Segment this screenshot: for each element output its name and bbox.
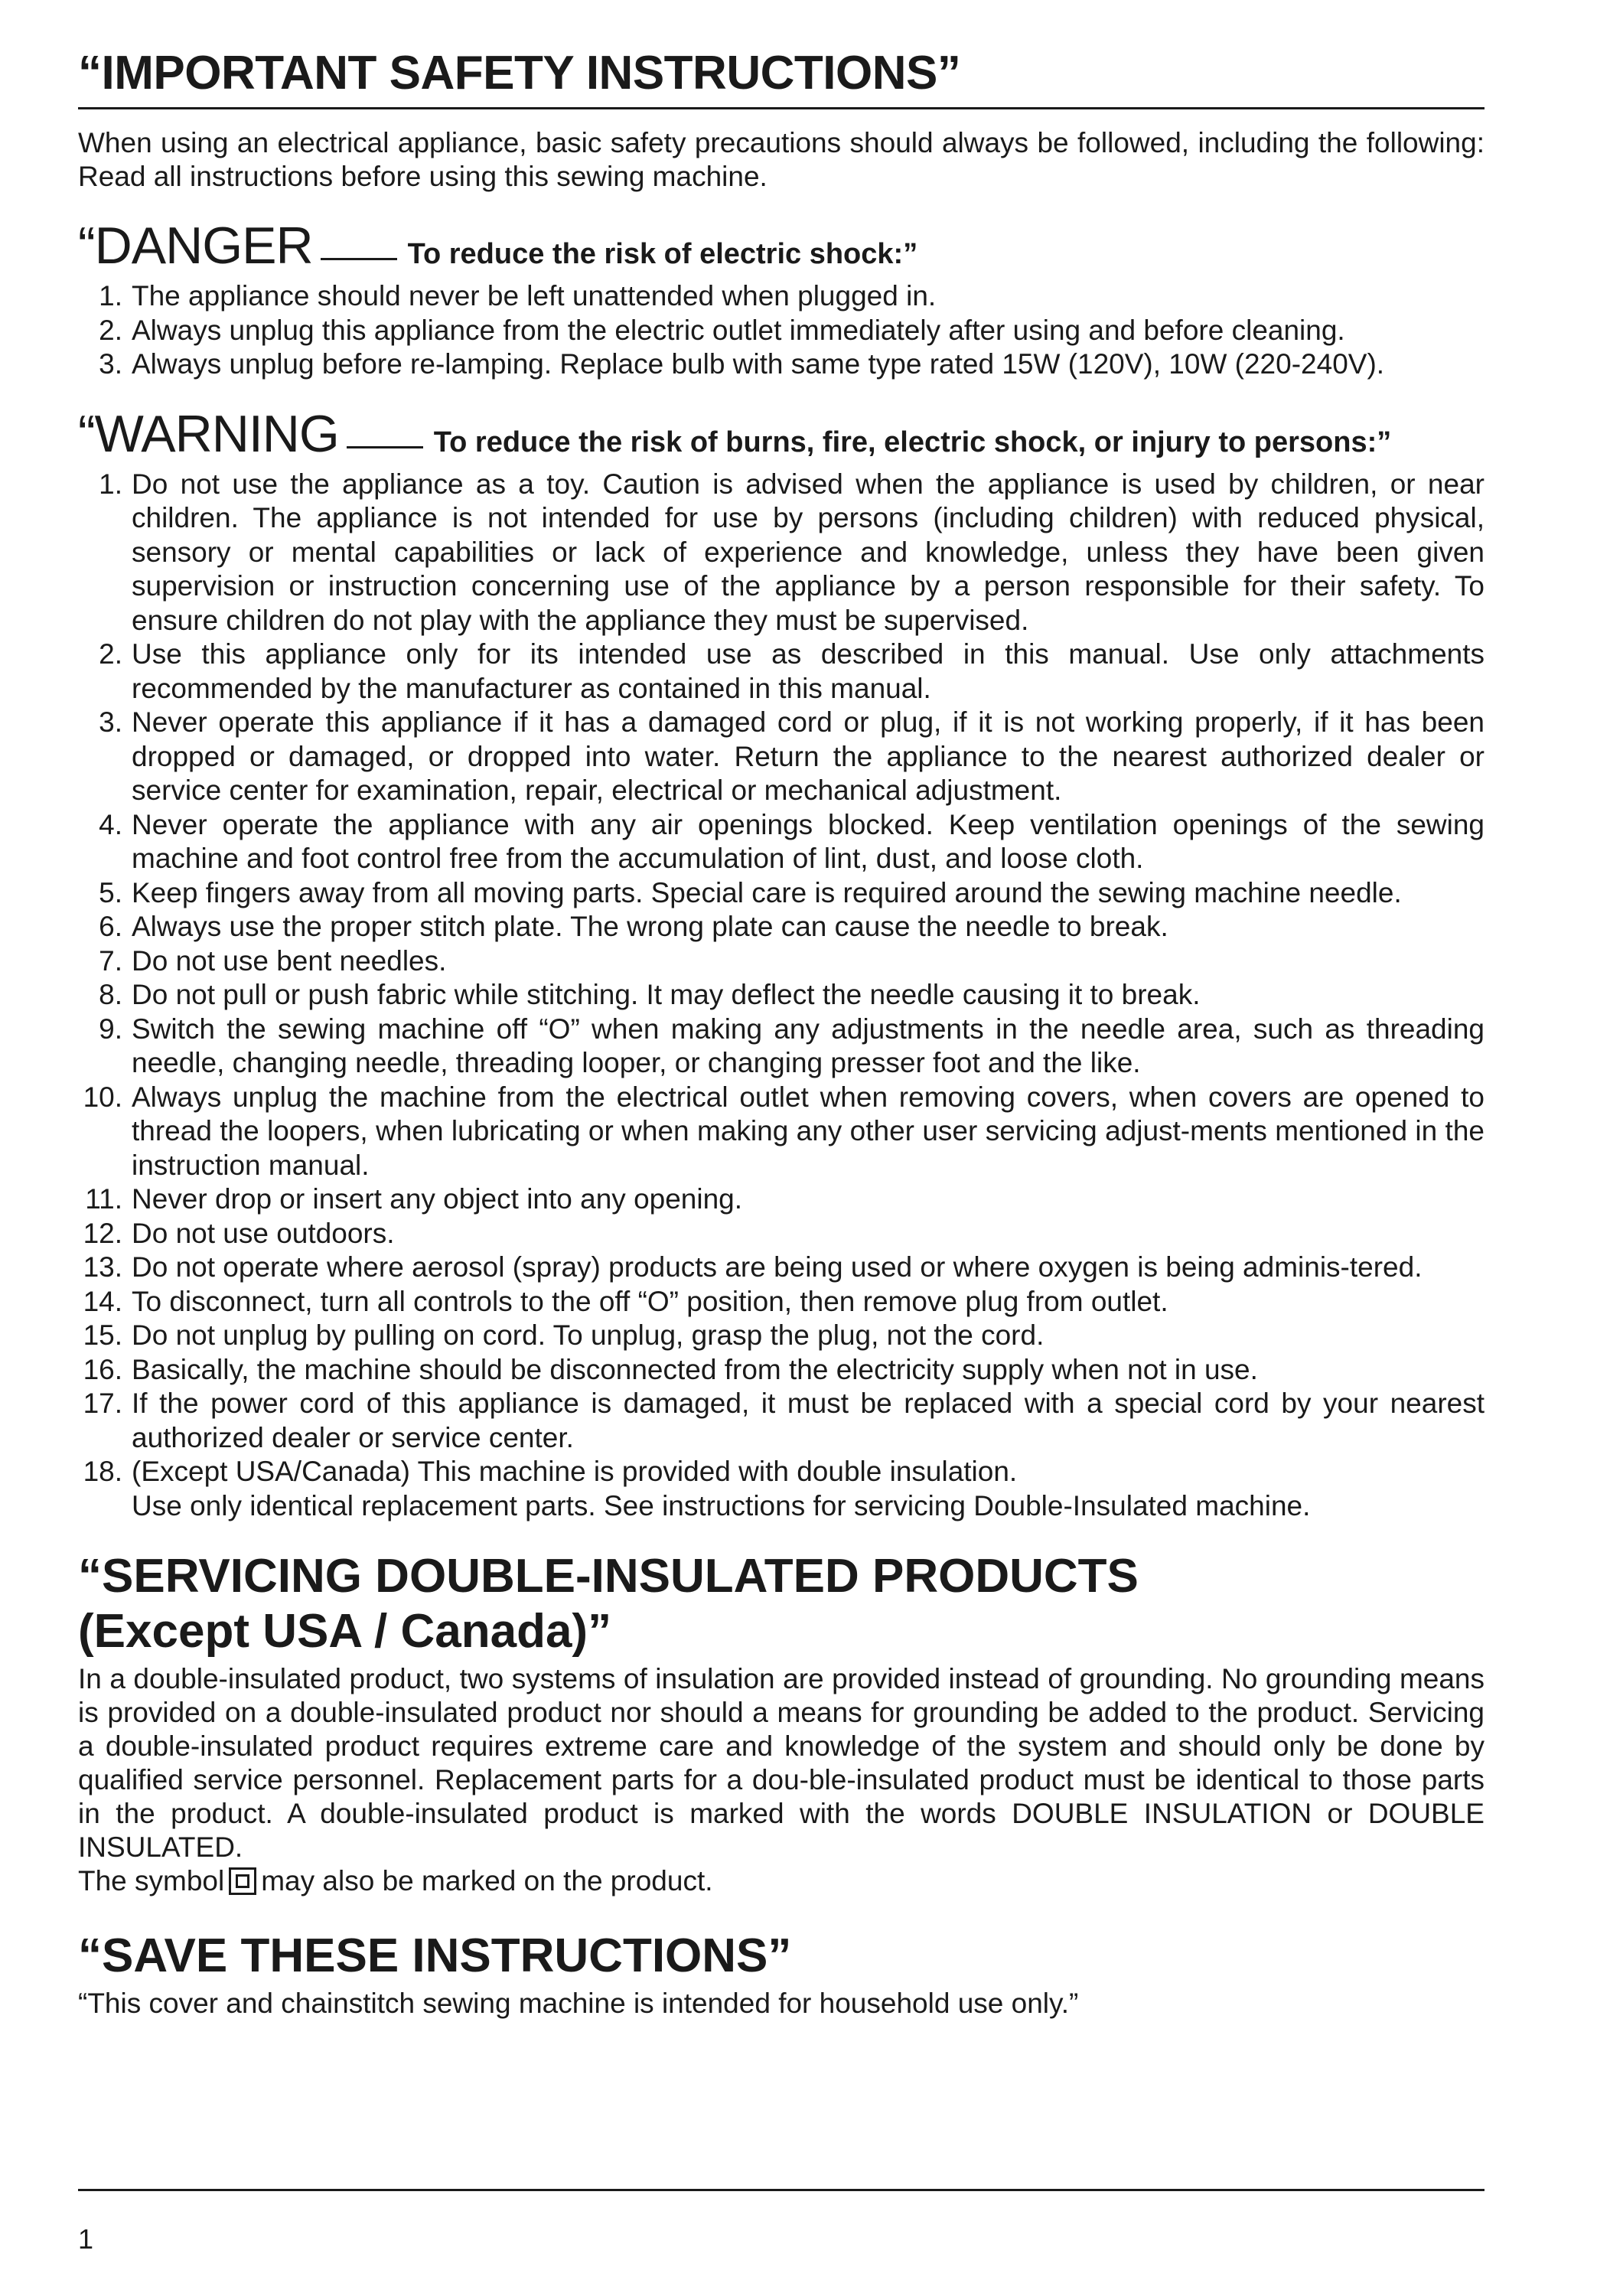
servicing-paragraph: In a double-insulated product, two systems of insulation are provided instead of grounding. No grounding means is provided on a double-insulated product nor should a means for grounding be added to the product. Servicing a double-insulated product requires extreme care and knowledge of the system and should only be done by qualified service personnel. Replacement parts for a dou-ble-insulated product must be identical to those parts in the product. A double-insulated product is marked with the words DOUBLE INSULATION or DOUBLE INSULATED. [78, 1663, 1484, 1863]
warning-underline [347, 446, 423, 448]
list-item: 8. Do not pull or push fabric while stitching. It may deflect the needle causing it to break. [99, 979, 1201, 1010]
warning-subtitle: To reduce the risk of burns, fire, electric shock, or injury to persons:” [433, 426, 1392, 458]
list-item: 13. Do not operate where aerosol (spray) products are being used or where oxygen is being adminis-tered. [83, 1251, 1423, 1283]
title-divider [78, 107, 1484, 109]
symbol-line: The symbol may also be marked on the product. [78, 1865, 713, 1896]
list-item: 3. Always unplug before re-lamping. Replace bulb with same type rated 15W (120V), 10W (220-240V). [99, 348, 1385, 380]
list-item: 14. To disconnect, turn all controls to the off “O” position, then remove plug from outlet. [83, 1285, 1168, 1317]
list-item: 5. Keep fingers away from all moving parts. Special care is required around the sewing machine needle. [99, 876, 1402, 908]
intro-paragraph: When using an electrical appliance, basic safety precautions should always be followed, including the following: Read all instructions before using this sewing machine. [78, 127, 1484, 192]
list-item: 11. Never drop or insert any object into any opening. [85, 1183, 743, 1215]
list-item: 2. Use this appliance only for its intended use as described in this manual. Use only attachments recommended by the manufacturer as contained in this manual. [99, 638, 1484, 704]
danger-word: “DANGER [78, 217, 313, 275]
page-number: 1 [78, 2223, 94, 2255]
danger-heading [78, 217, 1484, 275]
warning-word: “WARNING [78, 404, 339, 463]
save-heading: “SAVE THESE INSTRUCTIONS” [78, 1929, 792, 1982]
list-item: 3. Never operate this appliance if it has a damaged cord or plug, if it is not working properly, if it has been dropped or damaged, or dropped into water. Return the appliance to the nearest authorized dealer or service center for examination, repair, electrical or mechanical adjustment. [99, 706, 1484, 806]
danger-underline [321, 258, 397, 260]
list-item: 9. Switch the sewing machine off “O” when making any adjustments in the needle area, such as threading needle, changing needle, threading looper, or changing presser foot and the like. [99, 1013, 1484, 1078]
warning-list [78, 468, 1484, 1524]
page-title: “IMPORTANT SAFETY INSTRUCTIONS” [78, 47, 961, 99]
list-item: 18. (Except USA/Canada) This machine is provided with double insulation. Use only identical replacement parts. See instructions for servicing Double-Insulated machine. [83, 1456, 1311, 1521]
list-item: 15. Do not unplug by pulling on cord. To unplug, grasp the plug, not the cord. [83, 1319, 1045, 1351]
list-item: 1. Do not use the appliance as a toy. Caution is advised when the appliance is used by children, or near children. The appliance is not intended for use by persons (including children) with reduced physical, sensory or mental capabilities or lack of experience and knowledge, unless they have been given supervision or instruction concerning use of the appliance by a person responsible for their safety. To ensure children do not play with the appliance they must be supervised. [99, 468, 1484, 636]
save-paragraph: “This cover and chainstitch sewing machine is intended for household use only.” [78, 1988, 1079, 2019]
list-item: 4. Never operate the appliance with any air openings blocked. Keep ventilation openings of the sewing machine and foot control free from the accumulation of lint, dust, and loose cloth. [99, 808, 1484, 874]
footer-divider [78, 2189, 1484, 2191]
list-item: 6. Always use the proper stitch plate. The wrong plate can cause the needle to break. [99, 911, 1168, 942]
warning-heading [78, 405, 1484, 463]
double-insulation-icon [229, 1867, 256, 1895]
page-content [78, 46, 1484, 2020]
list-item: 1. The appliance should never be left unattended when plugged in. [99, 280, 937, 311]
list-item: 10. Always unplug the machine from the electrical outlet when removing covers, when covers are opened to thread the loopers, when lubricating or when making any other user servicing adjust-ments mentioned in the instruction manual. [83, 1081, 1484, 1181]
list-item: 16. Basically, the machine should be disconnected from the electricity supply when not in use. [83, 1353, 1258, 1385]
danger-list [78, 279, 1484, 382]
list-item: 2. Always unplug this appliance from the electric outlet immediately after using and before cleaning. [99, 314, 1345, 346]
list-item: 12. Do not use outdoors. [83, 1217, 395, 1249]
list-item: 7. Do not use bent needles. [99, 944, 447, 977]
danger-subtitle: To reduce the risk of electric shock:” [407, 238, 918, 270]
list-item: 17. If the power cord of this appliance is damaged, it must be replaced with a special cord by your nearest authorized dealer or service center. [83, 1388, 1484, 1453]
servicing-heading: “SERVICING DOUBLE-INSULATED PRODUCTS (Except USA / Canada)” [78, 1550, 1139, 1658]
